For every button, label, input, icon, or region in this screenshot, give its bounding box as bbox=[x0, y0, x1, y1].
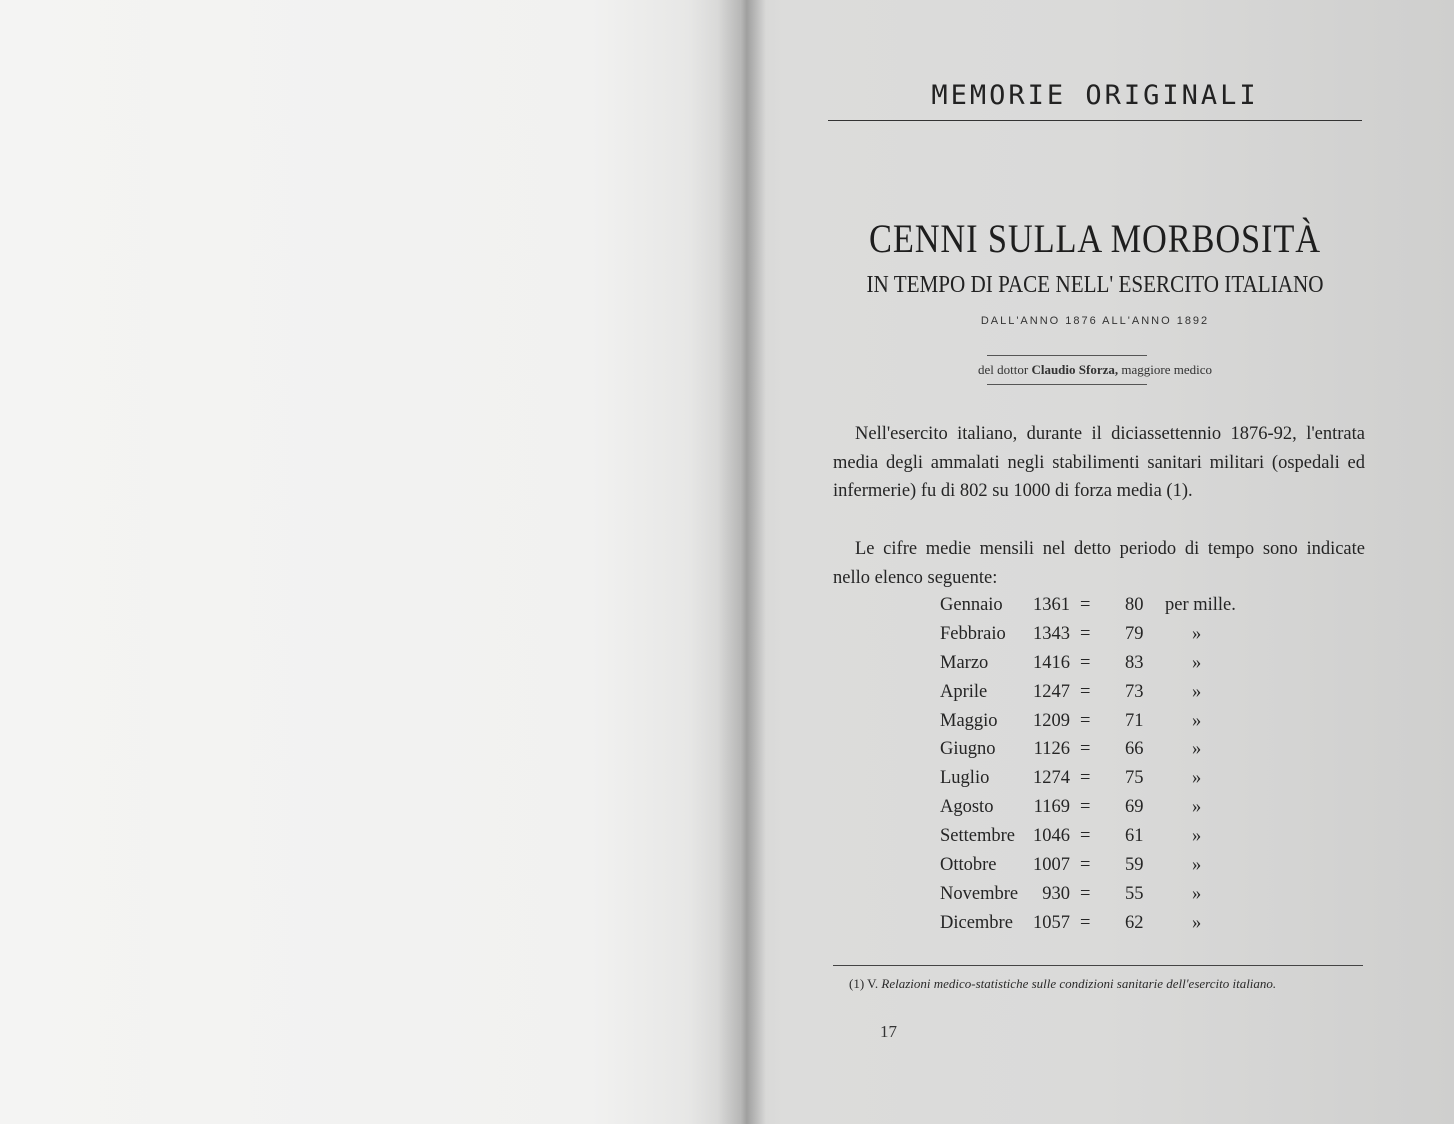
month-cell: Gennaio bbox=[940, 595, 1003, 615]
article-subtitle: IN TEMPO DI PACE NELL' ESERCITO ITALIANO bbox=[866, 272, 1324, 298]
ditto-cell: » bbox=[1192, 739, 1202, 760]
month-cell: Febbraio bbox=[940, 623, 1006, 644]
month-cell: Settembre bbox=[940, 826, 1016, 847]
month-cell: Dicembre bbox=[940, 912, 1013, 933]
count-cell: 1416 bbox=[1033, 652, 1070, 673]
month-cell: Aprile bbox=[940, 681, 988, 702]
count-cell: 1343 bbox=[1033, 623, 1070, 644]
ditto-cell: » bbox=[1192, 768, 1202, 789]
footnote-marker: (1) V. bbox=[849, 976, 879, 991]
byline-author: Claudio Sforza, bbox=[1031, 362, 1119, 377]
count-cell: 1274 bbox=[1033, 768, 1070, 789]
rate-cell: 66 bbox=[1125, 739, 1144, 760]
count-cell: 1057 bbox=[1033, 912, 1070, 933]
byline-prefix: del dottor bbox=[978, 362, 1029, 377]
count-cell: 1046 bbox=[1033, 826, 1070, 847]
footnote-rule bbox=[833, 965, 1363, 966]
equals-cell: = bbox=[1080, 826, 1091, 847]
paragraph-2: Le cifre medie mensili nel detto periodo di tempo sono indicate nello elenco seguente: bbox=[833, 539, 1365, 588]
rate-cell: 79 bbox=[1125, 623, 1144, 644]
equals-cell: = bbox=[1080, 768, 1091, 789]
byline-suffix: maggiore medico bbox=[1121, 362, 1212, 377]
rate-cell: 69 bbox=[1125, 797, 1144, 818]
equals-cell: = bbox=[1080, 710, 1091, 731]
equals-cell: = bbox=[1080, 797, 1091, 818]
equals-cell: = bbox=[1080, 739, 1091, 760]
ditto-cell: » bbox=[1192, 681, 1202, 702]
ditto-cell: » bbox=[1192, 797, 1202, 818]
rate-cell: 83 bbox=[1125, 652, 1144, 673]
date-range: DALL'ANNO 1876 ALL'ANNO 1892 bbox=[980, 315, 1210, 327]
rate-cell: 80 bbox=[1125, 595, 1144, 615]
byline bbox=[828, 362, 1362, 378]
month-cell: Maggio bbox=[940, 710, 998, 731]
ditto-cell: » bbox=[1192, 826, 1202, 847]
footnote-text: Relazioni medico-statistiche sulle condizioni sanitarie dell'esercito italiano. bbox=[881, 976, 1277, 991]
paragraph-1: Nell'esercito italiano, durante il diciassettennio 1876-92, l'entrata media degli ammalati negli stabilimenti sanitari militari (ospedali ed infermerie) fu di 802 su 1000 di forza media (1). bbox=[833, 424, 1365, 501]
month-cell: Agosto bbox=[940, 797, 994, 818]
count-cell: 1209 bbox=[1033, 710, 1070, 731]
rate-cell: 59 bbox=[1125, 855, 1144, 876]
equals-cell: = bbox=[1080, 883, 1091, 904]
ditto-cell: » bbox=[1192, 883, 1202, 904]
ditto-cell: » bbox=[1192, 623, 1202, 644]
count-cell: 1126 bbox=[1033, 739, 1070, 760]
equals-cell: = bbox=[1080, 623, 1091, 644]
running-head-rule bbox=[828, 120, 1362, 121]
page-number: 17 bbox=[880, 1022, 897, 1041]
rate-cell: 55 bbox=[1125, 883, 1144, 904]
count-cell: 1007 bbox=[1033, 855, 1070, 876]
book-gutter bbox=[718, 0, 766, 1124]
month-cell: Giugno bbox=[940, 739, 996, 760]
equals-cell: = bbox=[1080, 595, 1091, 615]
equals-cell: = bbox=[1080, 652, 1091, 673]
equals-cell: = bbox=[1080, 855, 1091, 876]
ditto-cell: » bbox=[1192, 912, 1202, 933]
rate-cell: 75 bbox=[1125, 768, 1144, 789]
month-cell: Ottobre bbox=[940, 855, 997, 876]
rate-cell: 61 bbox=[1125, 826, 1144, 847]
count-cell: 1361 bbox=[1033, 595, 1070, 615]
count-cell: 1169 bbox=[1033, 797, 1070, 818]
month-cell: Marzo bbox=[940, 652, 989, 673]
unit-cell: per mille. bbox=[1165, 595, 1236, 615]
equals-cell: = bbox=[1080, 681, 1091, 702]
article-title: CENNI SULLA MORBOSITÀ bbox=[869, 216, 1321, 261]
ditto-cell: » bbox=[1192, 652, 1202, 673]
rate-cell: 62 bbox=[1125, 912, 1144, 933]
running-head: MEMORIE ORIGINALI bbox=[931, 80, 1259, 111]
month-cell: Novembre bbox=[940, 883, 1019, 904]
ditto-cell: » bbox=[1192, 710, 1202, 731]
byline-top-rule bbox=[987, 355, 1147, 356]
equals-cell: = bbox=[1080, 912, 1091, 933]
ditto-cell: » bbox=[1192, 855, 1202, 876]
byline-bottom-rule bbox=[987, 384, 1147, 385]
rate-cell: 71 bbox=[1125, 710, 1144, 731]
footnote bbox=[833, 975, 1365, 993]
rate-cell: 73 bbox=[1125, 681, 1144, 702]
count-cell: 930 bbox=[1042, 883, 1070, 904]
month-cell: Luglio bbox=[940, 768, 990, 789]
count-cell: 1247 bbox=[1033, 681, 1070, 702]
